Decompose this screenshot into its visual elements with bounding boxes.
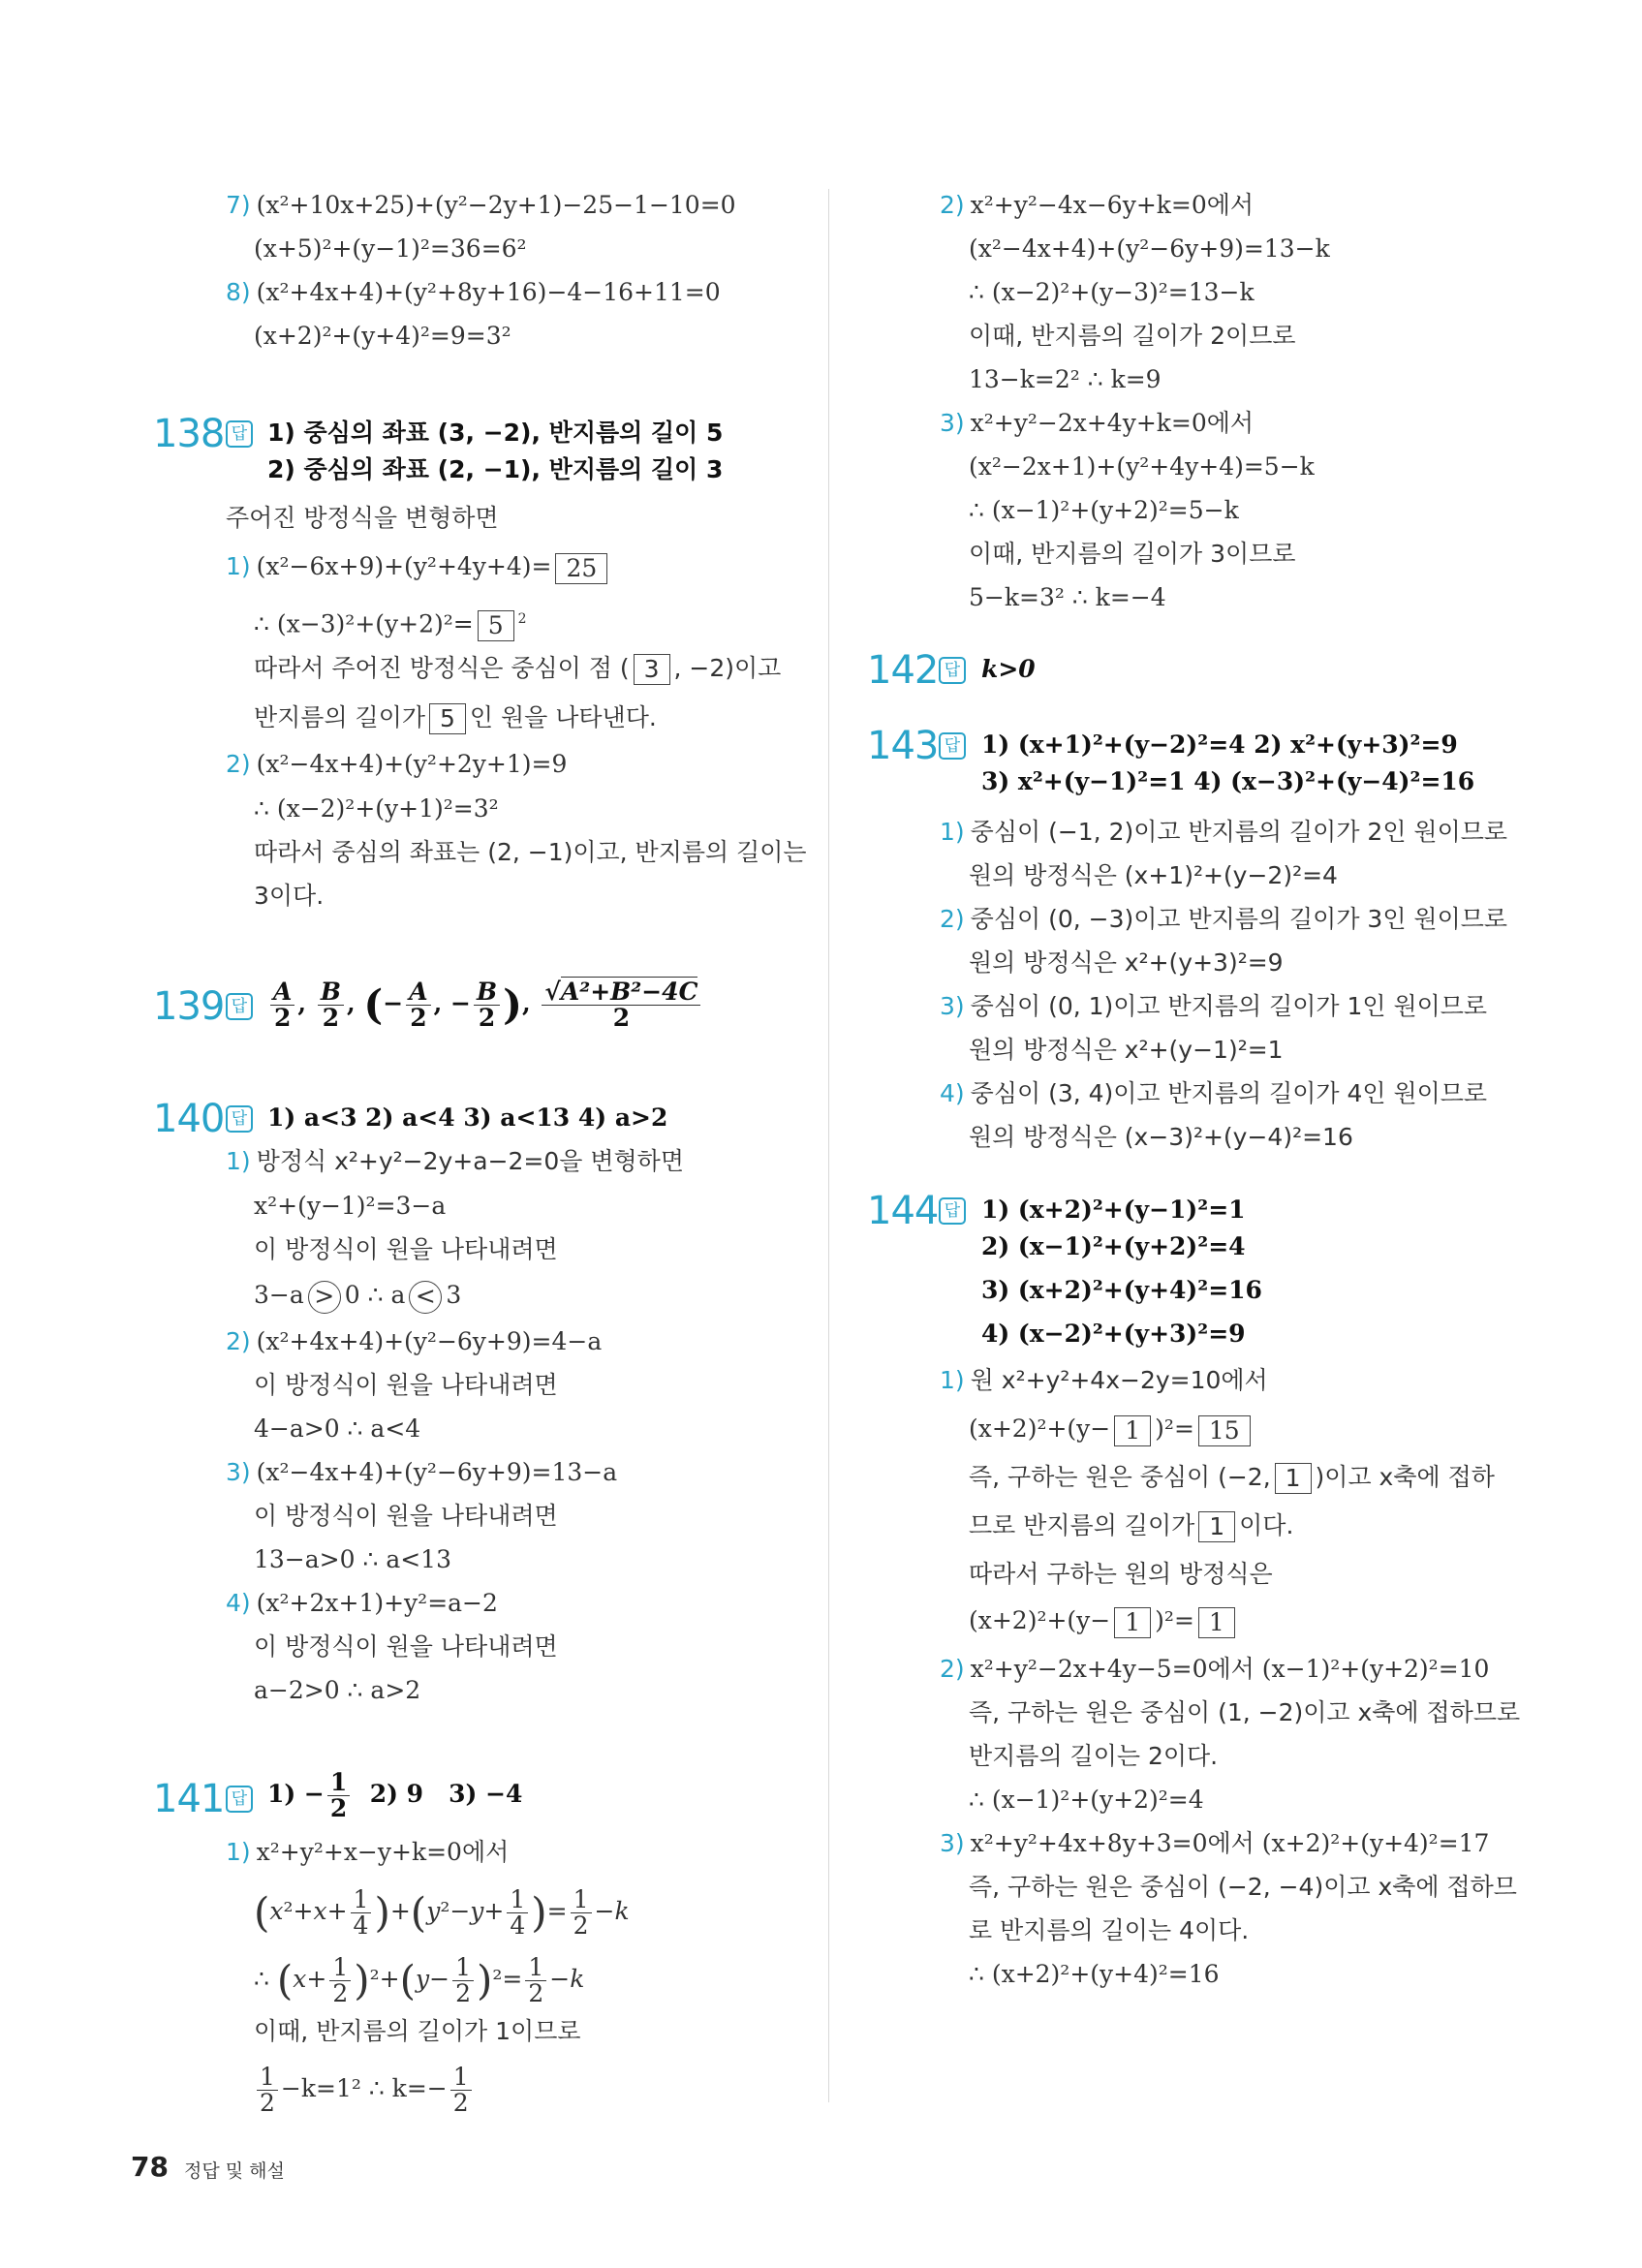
problem-number-141: 141	[153, 1777, 225, 1821]
eq-141-3-5: 5−k=3² ∴ k=−4	[969, 583, 1166, 611]
answer-tag-142: 답	[939, 657, 966, 684]
eq-141-3-2: (x²−2x+1)+(y²+4y+4)=5−k	[969, 452, 1315, 481]
item7-line1: 7) (x²+10x+25)+(y²−2y+1)−25−1−10=0	[226, 191, 736, 219]
text-143-6: 원의 방정식은 x²+(y−1)²=1	[969, 1036, 1284, 1064]
text-144-12: 즉, 구하는 원은 중심이 (−2, −4)이고 x축에 접하므	[969, 1873, 1517, 1901]
text-144-13: 로 반지름의 길이는 4이다.	[969, 1916, 1250, 1944]
text-140-12: 이 방정식이 원을 나타내려면	[254, 1632, 558, 1661]
column-divider	[828, 189, 829, 2102]
problem-number-144: 144	[867, 1189, 939, 1233]
answer-143-1: 1) (x+1)²+(y−2)²=4 2) x²+(y+3)²=9	[981, 730, 1458, 759]
text-138-7: 따라서 중심의 좌표는 (2, −1)이고, 반지름의 길이는	[254, 838, 807, 866]
eq-138-2: ∴ (x−3)²+(y+2)²= 5 $^2$	[254, 609, 527, 639]
eq-144-6: (x+2)²+(y− 1 )²= 1	[969, 1604, 1239, 1638]
text-144-4: 므로 반지름의 길이가 1 이다.	[969, 1511, 1294, 1540]
eq-144-14: ∴ (x+2)²+(y+4)²=16	[969, 1960, 1220, 1988]
text-143-2: 원의 방정식은 (x+1)²+(y−2)²=4	[969, 861, 1338, 889]
answer-tag-139: 답	[226, 993, 253, 1020]
eq-144-7: 2) x²+y²−2x+4y−5=0에서 (x−1)²+(y+2)²=10	[940, 1655, 1490, 1683]
eq-141-3-3: ∴ (x−1)²+(y+2)²=5−k	[969, 496, 1239, 524]
footer-label: 정답 및 해설	[184, 2160, 285, 2182]
answer-tag-143: 답	[939, 732, 966, 760]
text-144-1: 1) 원 x²+y²+4x−2y=10에서	[940, 1366, 1268, 1394]
text-141-3-4: 이때, 반지름의 길이가 3이므로	[969, 540, 1296, 568]
text-138-8: 3이다.	[254, 882, 325, 910]
blank-box: 1	[1114, 1415, 1151, 1446]
problem-number-140: 140	[153, 1097, 225, 1141]
text-144-3: 즉, 구하는 원은 중심이 (−2, 1 )이고 x축에 접하	[969, 1463, 1495, 1492]
eq-144-11: 3) x²+y²+4x+8y+3=0에서 (x+2)²+(y+4)²=17	[940, 1829, 1490, 1857]
item8-line2: (x+2)²+(y+4)²=9=3²	[254, 322, 511, 350]
text-140-1: 1) 방정식 x²+y²−2y+a−2=0을 변형하면	[226, 1147, 684, 1175]
answer-tag-141: 답	[226, 1786, 253, 1813]
text-140-6: 이 방정식이 원을 나타내려면	[254, 1371, 558, 1399]
blank-box: 5	[429, 703, 466, 734]
text-144-9: 반지름의 길이는 2이다.	[969, 1742, 1219, 1770]
blank-box: 1	[1275, 1463, 1312, 1494]
eq-141-1: 1) x²+y²+x−y+k=0에서	[226, 1838, 510, 1866]
eq-141-2-1: 2) x²+y²−4x−6y+k=0에서	[940, 191, 1255, 219]
text-144-5: 따라서 구하는 원의 방정식은	[969, 1560, 1273, 1588]
answer-tag-140: 답	[226, 1105, 253, 1133]
answer-141: 1) − $\frac{1}{2}$ 2) 9 3) −4	[267, 1768, 523, 1822]
blank-box: 1	[1198, 1511, 1235, 1542]
blank-box: 25	[555, 553, 607, 584]
answer-tag-138: 답	[226, 420, 253, 448]
answer-144-4: 4) (x−2)²+(y+3)²=9	[981, 1320, 1246, 1348]
problem-number-139: 139	[153, 984, 225, 1029]
text-140-9: 이 방정식이 원을 나타내려면	[254, 1502, 558, 1530]
text-138-4: 반지름의 길이가 5 인 원을 나타낸다.	[254, 703, 657, 732]
text-144-8: 즉, 구하는 원은 중심이 (1, −2)이고 x축에 접하므로	[969, 1698, 1521, 1726]
text-143-3: 2) 중심이 (0, −3)이고 반지름의 길이가 3인 원이므로	[940, 905, 1508, 933]
eq-141-2: (x²+x+ $\frac{1}{4}$ )+(y²−y+ $\frac{1}{4}$ )= $\frac{1}{2}$ −k	[254, 1885, 630, 1940]
eq-140-11: 4) (x²+2x+1)+y²=a−2	[226, 1589, 498, 1617]
answer-tag-144: 답	[939, 1197, 966, 1225]
blank-box: 3	[634, 654, 670, 685]
blank-box: 1	[1198, 1607, 1235, 1638]
text-141-4: 이때, 반지름의 길이가 1이므로	[254, 2017, 581, 2045]
problem-number-143: 143	[867, 724, 939, 768]
answer-143-2: 3) x²+(y−1)²=1 4) (x−3)²+(y−4)²=16	[981, 767, 1475, 795]
eq-144-10: ∴ (x−1)²+(y+2)²=4	[969, 1786, 1204, 1814]
answer-144-3: 3) (x+2)²+(y+4)²=16	[981, 1276, 1262, 1304]
item8-line1: 8) (x²+4x+4)+(y²+8y+16)−4−16+11=0	[226, 278, 721, 306]
text-140-3: 이 방정식이 원을 나타내려면	[254, 1235, 558, 1263]
blank-box: 5	[478, 610, 514, 641]
eq-138-6: ∴ (x−2)²+(y+1)²=3²	[254, 794, 499, 823]
text-138-intro: 주어진 방정식을 변형하면	[226, 504, 499, 532]
text-143-4: 원의 방정식은 x²+(y+3)²=9	[969, 948, 1284, 977]
text-143-5: 3) 중심이 (0, 1)이고 반지름의 길이가 1인 원이므로	[940, 992, 1488, 1020]
circled-blank: <	[409, 1281, 442, 1314]
eq-141-2-2: (x²−4x+4)+(y²−6y+9)=13−k	[969, 234, 1330, 263]
eq-141-2-5: 13−k=2² ∴ k=9	[969, 365, 1162, 393]
eq-140-7: 4−a>0 ∴ a<4	[254, 1414, 421, 1443]
eq-140-4: 3−a > 0 ∴ a < 3	[254, 1279, 461, 1314]
answer-140: 1) a<3 2) a<4 3) a<13 4) a>2	[267, 1103, 668, 1132]
eq-140-13: a−2>0 ∴ a>2	[254, 1676, 421, 1704]
text-143-8: 원의 방정식은 (x−3)²+(y−4)²=16	[969, 1123, 1353, 1151]
text-141-2-4: 이때, 반지름의 길이가 2이므로	[969, 322, 1296, 350]
answer-144-1: 1) (x+2)²+(y−1)²=1	[981, 1196, 1246, 1224]
answer-144-2: 2) (x−1)²+(y+2)²=4	[981, 1232, 1246, 1260]
problem-number-138: 138	[153, 412, 225, 456]
text-143-7: 4) 중심이 (3, 4)이고 반지름의 길이가 4인 원이므로	[940, 1079, 1488, 1107]
blank-box: 15	[1198, 1415, 1251, 1446]
eq-141-2-3: ∴ (x−2)²+(y−3)²=13−k	[969, 278, 1255, 306]
eq-141-5: $\frac{1}{2}$ −k=1² ∴ k=− $\frac{1}{2}$	[254, 2062, 475, 2116]
text-138-3: 따라서 주어진 방정식은 중심이 점 ( 3 , −2)이고	[254, 654, 782, 683]
eq-138-1: 1) (x²−6x+9)+(y²+4y+4)= 25	[226, 550, 611, 584]
eq-141-3-1: 3) x²+y²−2x+4y+k=0에서	[940, 409, 1255, 437]
eq-140-2: x²+(y−1)²=3−a	[254, 1192, 447, 1220]
eq-141-3: ∴ (x+ $\frac{1}{2}$ )²+(y− $\frac{1}{2}$ )²= $\frac{1}{2}$ −k	[254, 1953, 585, 2007]
text-143-1: 1) 중심이 (−1, 2)이고 반지름의 길이가 2인 원이므로	[940, 818, 1508, 846]
eq-138-5: 2) (x²−4x+4)+(y²+2y+1)=9	[226, 750, 568, 778]
eq-140-10: 13−a>0 ∴ a<13	[254, 1545, 451, 1573]
blank-box: 1	[1114, 1607, 1151, 1638]
eq-140-8: 3) (x²−4x+4)+(y²−6y+9)=13−a	[226, 1458, 618, 1486]
answer-138-1: 1) 중심의 좌표 (3, −2), 반지름의 길이 5	[267, 419, 724, 447]
circled-blank: >	[308, 1281, 341, 1314]
page-number: 78	[131, 2151, 169, 2183]
eq-140-5: 2) (x²+4x+4)+(y²−6y+9)=4−a	[226, 1327, 603, 1355]
answer-139: $\frac{A}{2}$ , $\frac{B}{2}$ , (− $\frac{A}{2}$ , − $\frac{B}{2}$ ), $\frac{\text{√A²+B²−4C}}{2}$	[267, 979, 703, 1031]
answer-138-2: 2) 중심의 좌표 (2, −1), 반지름의 길이 3	[267, 455, 724, 483]
eq-144-2: (x+2)²+(y− 1 )²= 15	[969, 1413, 1255, 1446]
item7-line2: (x+5)²+(y−1)²=36=6²	[254, 234, 527, 263]
answer-142: k>0	[981, 655, 1036, 683]
problem-number-142: 142	[867, 648, 939, 693]
